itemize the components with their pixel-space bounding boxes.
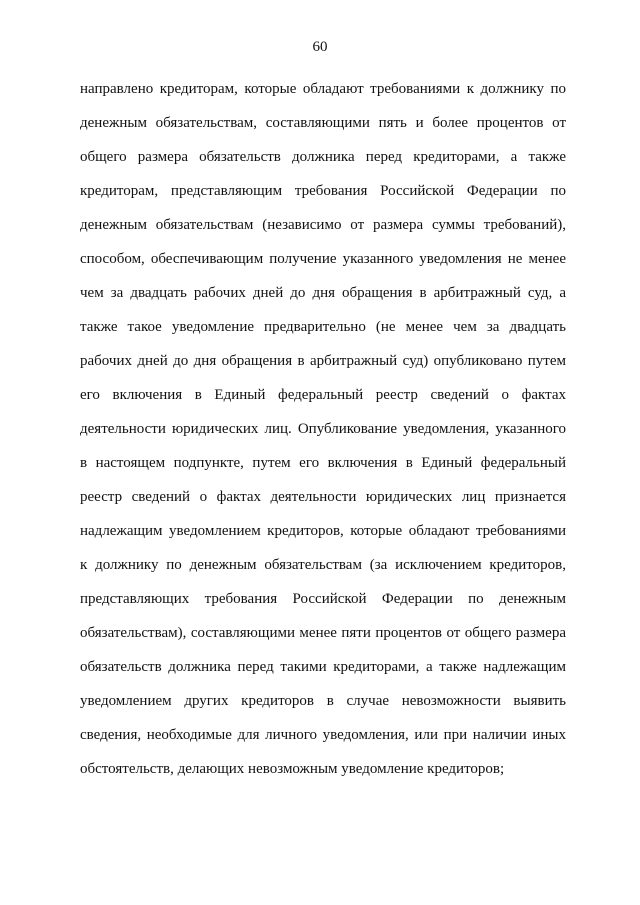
text-line-5: денежным обязательствам (независимо от размера суммы требований), xyxy=(80,217,566,233)
text-line-4: кредиторам, представляющим требования Российской Федерации по xyxy=(80,183,566,199)
text-line-8: также такое уведомление предварительно (не менее чем за двадцать xyxy=(80,319,566,335)
text-line-10: его включения в Единый федеральный реестр сведений о фактах xyxy=(80,387,566,403)
text-line-3: общего размера обязательств должника перед кредиторами, а также xyxy=(80,149,566,165)
text-line-14: надлежащим уведомлением кредиторов, которые обладают требованиями xyxy=(80,523,566,539)
body-text xyxy=(80,72,566,786)
page-number: 60 xyxy=(312,39,328,55)
text-line-2: денежным обязательствам, составляющими пять и более процентов от xyxy=(80,115,566,131)
text-line-6: способом, обеспечивающим получение указанного уведомления не менее xyxy=(80,251,566,267)
text-line-1: направлено кредиторам, которые обладают требованиями к должнику по xyxy=(80,81,566,97)
text-line-21: обстоятельств, делающих невозможным уведомление кредиторов; xyxy=(80,761,505,777)
text-line-13: реестр сведений о фактах деятельности юридических лиц признается xyxy=(80,489,566,505)
text-line-9: рабочих дней до дня обращения в арбитражный суд) опубликовано путем xyxy=(80,353,566,369)
text-line-20: сведения, необходимые для личного уведомления, или при наличии иных xyxy=(80,727,566,743)
text-line-7: чем за двадцать рабочих дней до дня обращения в арбитражный суд, а xyxy=(80,285,566,301)
text-line-17: обязательствам), составляющими менее пяти процентов от общего размера xyxy=(80,625,566,641)
text-line-18: обязательств должника перед такими кредиторами, а также надлежащим xyxy=(80,659,566,675)
text-line-19: уведомлением других кредиторов в случае невозможности выявить xyxy=(80,693,566,709)
text-line-12: в настоящем подпункте, путем его включения в Единый федеральный xyxy=(80,455,566,471)
text-line-16: представляющих требования Российской Федерации по денежным xyxy=(80,591,566,607)
text-line-15: к должнику по денежным обязательствам (за исключением кредиторов, xyxy=(80,557,566,573)
text-line-11: деятельности юридических лиц. Опубликование уведомления, указанного xyxy=(80,421,566,437)
